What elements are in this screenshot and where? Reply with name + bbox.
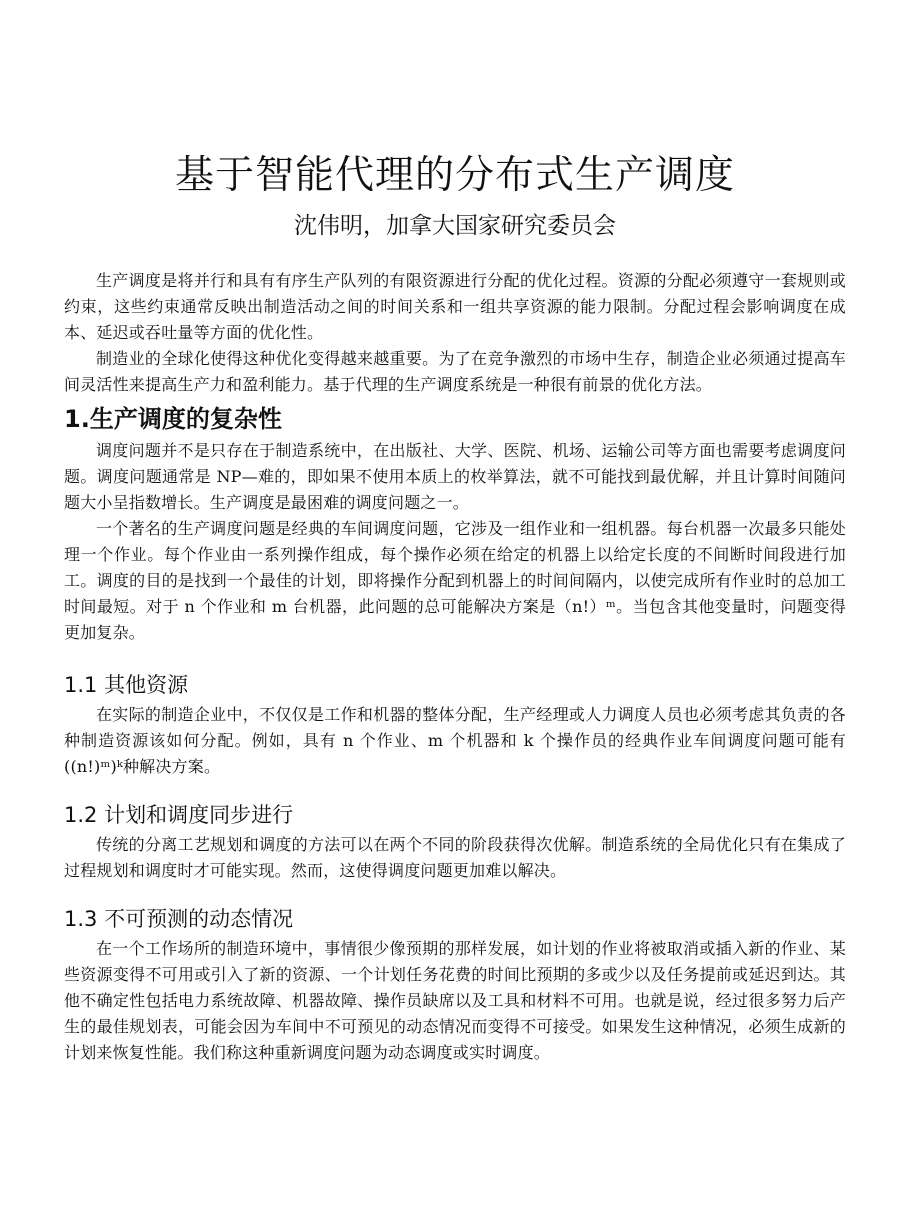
section-1-1-paragraph: 在实际的制造企业中，不仅仅是工作和机器的整体分配，生产经理或人力调度人员也必须考虑其负责的各种制造资源该如何分配。例如，具有 n 个作业、m 个机器和 k 个操作员的经典作业车间调度问题可能有((n!)ᵐ)ᵏ种解决方案。	[64, 705, 846, 776]
section-heading-1-1: 1.1 其他资源	[64, 673, 189, 697]
intro-paragraph: 制造业的全球化使得这种优化变得越来越重要。为了在竞争激烈的市场中生存，制造企业必须通过提高车间灵活性来提高生产力和盈利能力。基于代理的生产调度系统是一种很有前景的优化方法。	[64, 349, 846, 394]
section-1-paragraph: 调度问题并不是只存在于制造系统中，在出版社、大学、医院、机场、运输公司等方面也需要考虑调度问题。调度问题通常是 NP—难的，即如果不使用本质上的枚举算法，就不可能找到最优解，并且计算时间随问题大小呈指数增长。生产调度是最困难的调度问题之一。	[64, 441, 846, 512]
intro-paragraph: 生产调度是将并行和具有有序生产队列的有限资源进行分配的优化过程。资源的分配必须遵守一套规则或约束，这些约束通常反映出制造活动之间的时间关系和一组共享资源的能力限制。分配过程会影响调度在成本、延迟或吞吐量等方面的优化性。	[64, 271, 846, 342]
section-heading-1-3: 1.3 不可预测的动态情况	[64, 907, 294, 931]
document-body	[64, 268, 846, 1066]
document-title: 基于智能代理的分布式生产调度	[174, 153, 735, 198]
section-1-2-paragraph: 传统的分离工艺规划和调度的方法可以在两个不同的阶段获得次优解。制造系统的全局优化只有在集成了过程规划和调度时才可能实现。然而，这使得调度问题更加难以解决。	[64, 835, 846, 880]
section-1-3-paragraph: 在一个工作场所的制造环境中，事情很少像预期的那样发展，如计划的作业将被取消或插入新的作业、某些资源变得不可用或引入了新的资源、一个计划任务花费的时间比预期的多或少以及任务提前或延迟到达。其他不确定性包括电力系统故障、机器故障、操作员缺席以及工具和材料不可用。也就是说，经过很多努力后产生的最佳规划表，可能会因为车间中不可预见的动态情况而变得不可接受。如果发生这种情况，必须生成新的计划来恢复性能。我们称这种重新调度问题为动态调度或实时调度。	[64, 939, 846, 1062]
section-heading-1-2: 1.2 计划和调度同步进行	[64, 803, 294, 827]
section-heading-1: 1.生产调度的复杂性	[64, 405, 282, 433]
section-1-paragraph: 一个著名的生产调度问题是经典的车间调度问题，它涉及一组作业和一组机器。每台机器一次最多只能处理一个作业。每个作业由一系列操作组成，每个操作必须在给定的机器上以给定长度的不间断时间段进行加工。调度的目的是找到一个最佳的计划，即将操作分配到机器上的时间间隔内，以使完成所有作业时的总加工时间最短。对于 n 个作业和 m 台机器，此问题的总可能解决方案是（n!）ᵐ。当包含其他变量时，问题变得更加复杂。	[64, 519, 846, 642]
author-line: 沈伟明，加拿大国家研究委员会	[294, 213, 616, 239]
